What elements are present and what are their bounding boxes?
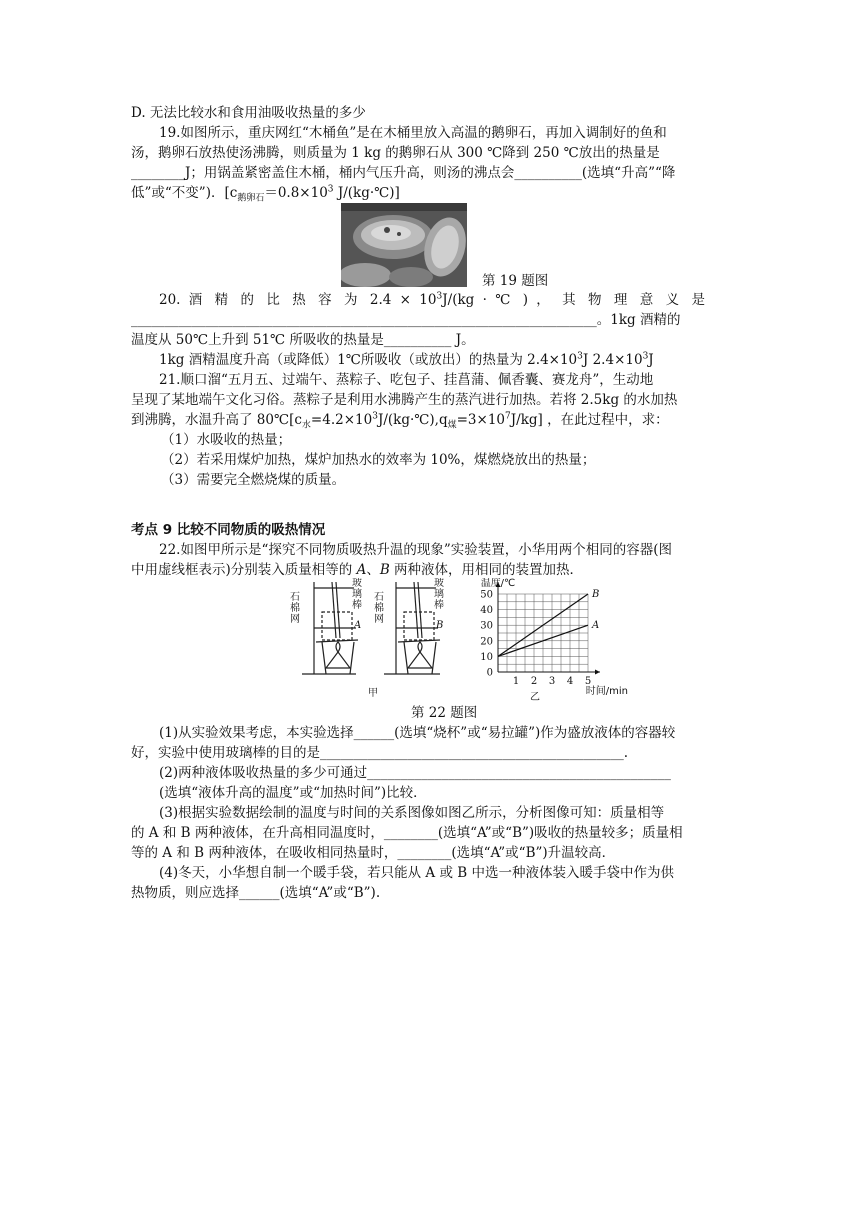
container-right <box>404 612 434 640</box>
container-left <box>322 612 352 640</box>
x-tick-label: 4 <box>566 676 574 687</box>
x-tick-label: 3 <box>548 676 556 687</box>
x-tick-label: 1 <box>512 676 520 687</box>
q20-line1: 20. 酒 精 的 比 热 容 为 $2.4 \times 10^3J/(kg$ · ℃ ) ， 其 物 理 意 义 是 <box>159 291 706 308</box>
q22-line1: 22.如图甲所示是“探究不同物质吸热升温的现象”实验装置，小华用两个相同的容器(图 <box>159 542 673 558</box>
y-tick-label: 10 <box>480 651 493 663</box>
q22-sub3-line1: (3)根据实验数据绘制的温度与时间的关系图像如图乙所示，分析图像可知：质量相等 <box>159 805 665 821</box>
figure-label-jia: 甲 <box>368 688 378 699</box>
q19-line2: 汤，鹅卵石放热使汤沸腾，则质量为 1 kg 的鹅卵石从 300 ℃降到 250 ℃放出的热量是 <box>131 145 660 161</box>
chart-label-yi: 乙 <box>530 692 540 702</box>
q20-answer: 1kg 酒精温度升高（或降低）1℃所吸收（或放出）的热量为 $2.4\times 10^3J$ $2.4\times 10^3J$ <box>159 351 654 368</box>
q22-sub3-line3: 等的 A 和 B 两种液体，在吸收相同热量时，________(选填“A”或“B”)升温较高． <box>131 845 616 861</box>
stand-label-right: 石棉网 <box>374 592 384 625</box>
q19-figure-caption: 第 19 题图 <box>482 273 549 289</box>
q20-line3: 温度从 50℃上升到 51℃ 所吸收的热量是__________ J。 <box>131 332 475 348</box>
rod-label-right: 玻璃棒 <box>434 578 444 611</box>
y-tick-label: 40 <box>480 605 493 617</box>
q21-part3: （3）需要完全燃烧煤的质量。 <box>161 472 346 488</box>
q21-line1: 21.顺口溜“五月五、过端午、蒸粽子、吃包子、挂菖蒲、佩香囊、赛龙舟”，生动地 <box>159 372 654 388</box>
q21-line2: 呈现了某地端午文化习俗。蒸粽子是利用水沸腾产生的蒸汽进行加热。若将 2.5kg 的水加热 <box>131 392 678 408</box>
q22-sub4-line1: (4)冬天，小华想自制一个暖手袋，若只能从 A 或 B 中选一种液体装入暖手袋中作为供 <box>159 865 674 881</box>
liquid-label-b: B <box>436 620 444 631</box>
q22-sub2-line2: (选填“液体升高的温度”或“加热时间”)比较． <box>159 785 427 801</box>
y-tick-label: 50 <box>480 589 493 601</box>
q21-part1: （1）水吸收的热量； <box>161 432 292 448</box>
q19-line1: 19.如图所示，重庆网红“木桶鱼”是在木桶里放入高温的鹅卵石，再加入调制好的鱼和 <box>159 125 667 141</box>
y-tick-label: 20 <box>480 636 493 648</box>
option-d: D. 无法比较水和食用油吸收热量的多少 <box>131 105 366 121</box>
liquid-label-a: A <box>354 620 362 631</box>
glass-rod-right <box>414 582 418 638</box>
q22-line2: 中用虚线框表示)分别装入质量相等的 A、B 两种液体，用相同的装置加热． <box>131 562 584 578</box>
q21-part2: （2）若采用煤炉加热，煤炉加热水的效率为 10%，煤燃烧放出的热量； <box>161 452 596 468</box>
y-tick-label: 30 <box>480 620 493 632</box>
lamp-left <box>326 652 350 668</box>
q22-sub4-line2: 热物质，则应选择______(选填“A”或“B”). <box>131 885 381 901</box>
rod-label-left: 玻璃棒 <box>352 578 362 611</box>
apparatus-figure <box>286 578 462 702</box>
q22-sub2-line1: (2)两种液体吸收热量的多少可通过_____________________________________________ <box>159 765 671 781</box>
q19-line4: 低”或“不变”)．[$c_{鹅卵石}=0.8\times 10^3$ J/(kg·℃)] <box>131 184 400 204</box>
q22-sub3-line2: 的 A 和 B 两种液体，在升高相同温度时，________(选填“A”或“B”)吸收的热量较多；质量相 <box>131 825 683 841</box>
q20-line2: _____________________________________________________________________。1kg 酒精的 <box>131 312 681 328</box>
x-axis-arrow <box>595 670 600 675</box>
x-axis-label: 时间/min <box>585 686 628 697</box>
q19-line3: ________J；用锅盖紧密盖住木桶，桶内气压升高，则汤的沸点会__________(选填“升高”“降 <box>131 165 676 181</box>
q22-sub1-line2: 好，实验中使用玻璃棒的目的是_____________________________________________. <box>131 745 629 761</box>
q21-line3: 到沸腾，水温升高了 $80℃[c_水=4.2\times 10^3J/(kg\cdot℃),q_煤=3\times 10^7J/kg]$ ，在此过程中，求： <box>131 411 669 431</box>
stand-label-left: 石棉网 <box>290 592 300 625</box>
y-axis-label: 温度/℃ <box>480 578 516 589</box>
x-tick-label: 2 <box>530 676 538 687</box>
x-tick-label: 5 <box>584 676 592 687</box>
q22-sub1-line1: (1)从实验效果考虑，本实验选择______(选填“烧杯”或“易拉罐”)作为盛放液体的容器较 <box>159 725 676 741</box>
series-label-a: A <box>592 620 600 632</box>
q22-figure-caption: 第 22 题图 <box>411 705 478 721</box>
y-tick-label: 0 <box>486 667 493 679</box>
temperature-time-chart <box>470 578 630 702</box>
series-label-b: B <box>592 589 600 600</box>
section-heading: 考点 9 比较不同物质的吸热情况 <box>131 522 326 538</box>
glass-rod-left <box>332 582 336 638</box>
lamp-right <box>408 652 432 668</box>
wooden-bucket-fish-photo <box>341 203 467 287</box>
